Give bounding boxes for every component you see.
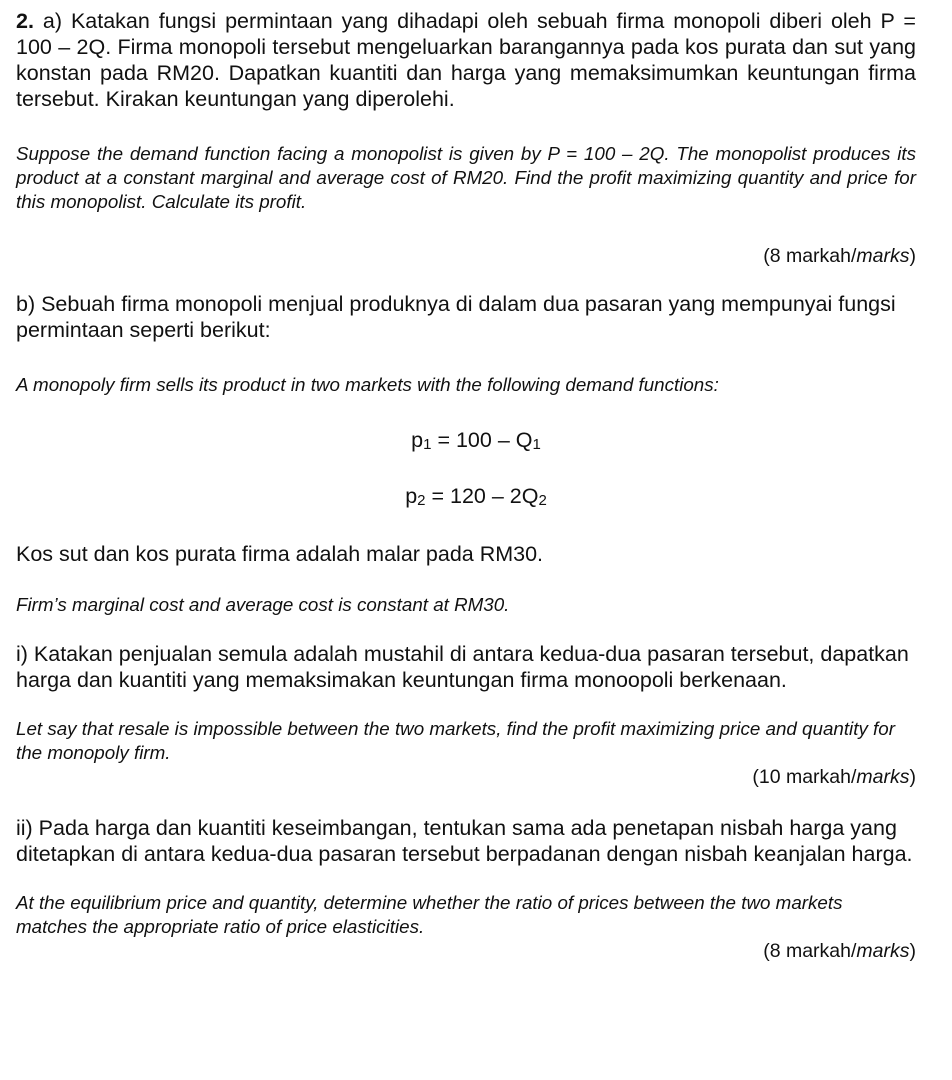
marks-english: marks bbox=[856, 245, 910, 267]
part-a-malay-text: a) Katakan fungsi permintaan yang dihadapi oleh sebuah firma monopoli diberi oleh P = 100 – 2Q. Firma monopoli tersebut mengeluarkan barangannya pada kos purata dan sut yang konstan pada RM20. Dapatkan kuantiti dan harga yang memaksimumkan keuntungan firma tersebut. Kirakan keuntungan yang diperolehi. bbox=[16, 9, 916, 111]
question-number: 2. bbox=[16, 9, 34, 33]
sub-ii-marks bbox=[16, 939, 916, 963]
sub-i-malay: i) Katakan penjualan semula adalah mustahil di antara kedua-dua pasaran tersebut, dapatkan harga dan kuantiti yang memaksimakan keuntungan firma monoopoli berkenaan. bbox=[16, 642, 909, 692]
part-b-english: A monopoly firm sells its product in two markets with the following demand functions: bbox=[16, 374, 719, 395]
marks-close: ) bbox=[909, 245, 916, 267]
cost-english: Firm’s marginal cost and average cost is constant at RM30. bbox=[16, 594, 510, 615]
marks-close: ) bbox=[909, 766, 916, 788]
sub-i-marks bbox=[16, 765, 916, 789]
sub-i-english: Let say that resale is impossible between the two markets, find the profit maximizing price and quantity for the monopoly firm. bbox=[16, 718, 895, 763]
cost-malay: Kos sut dan kos purata firma adalah malar pada RM30. bbox=[16, 542, 544, 566]
marks-english: marks bbox=[856, 766, 910, 788]
part-a-marks bbox=[16, 244, 916, 268]
marks-close: ) bbox=[909, 940, 916, 962]
part-a-english: Suppose the demand function facing a monopolist is given by P = 100 – 2Q. The monopolist produces its product at a constant marginal and average cost of RM20. Find the profit maximizing quantity and price for this monopolist. Calculate its profit. bbox=[16, 143, 916, 212]
part-b-malay: b) Sebuah firma monopoli menjual produknya di dalam dua pasaran yang mempunyai fungsi permintaan seperti berikut: bbox=[16, 292, 896, 342]
marks-english: marks bbox=[856, 940, 910, 962]
marks-malay: (8 markah/ bbox=[763, 245, 857, 267]
sub-ii-english: At the equilibrium price and quantity, determine whether the ratio of prices between the two markets matches the appropriate ratio of price elasticities. bbox=[16, 892, 843, 937]
equation-market-1: p1 = 100 – Q1 bbox=[411, 428, 541, 453]
sub-ii-malay: ii) Pada harga dan kuantiti keseimbangan, tentukan sama ada penetapan nisbah harga yang ditetapkan di antara kedua-dua pasaran tersebut berpadanan dengan nisbah keanjalan harga. bbox=[16, 816, 913, 866]
marks-malay: (8 markah/ bbox=[763, 940, 857, 962]
part-a-malay bbox=[16, 8, 916, 112]
equation-market-2: p2 = 120 – 2Q2 bbox=[405, 484, 547, 509]
marks-malay: (10 markah/ bbox=[752, 766, 857, 788]
